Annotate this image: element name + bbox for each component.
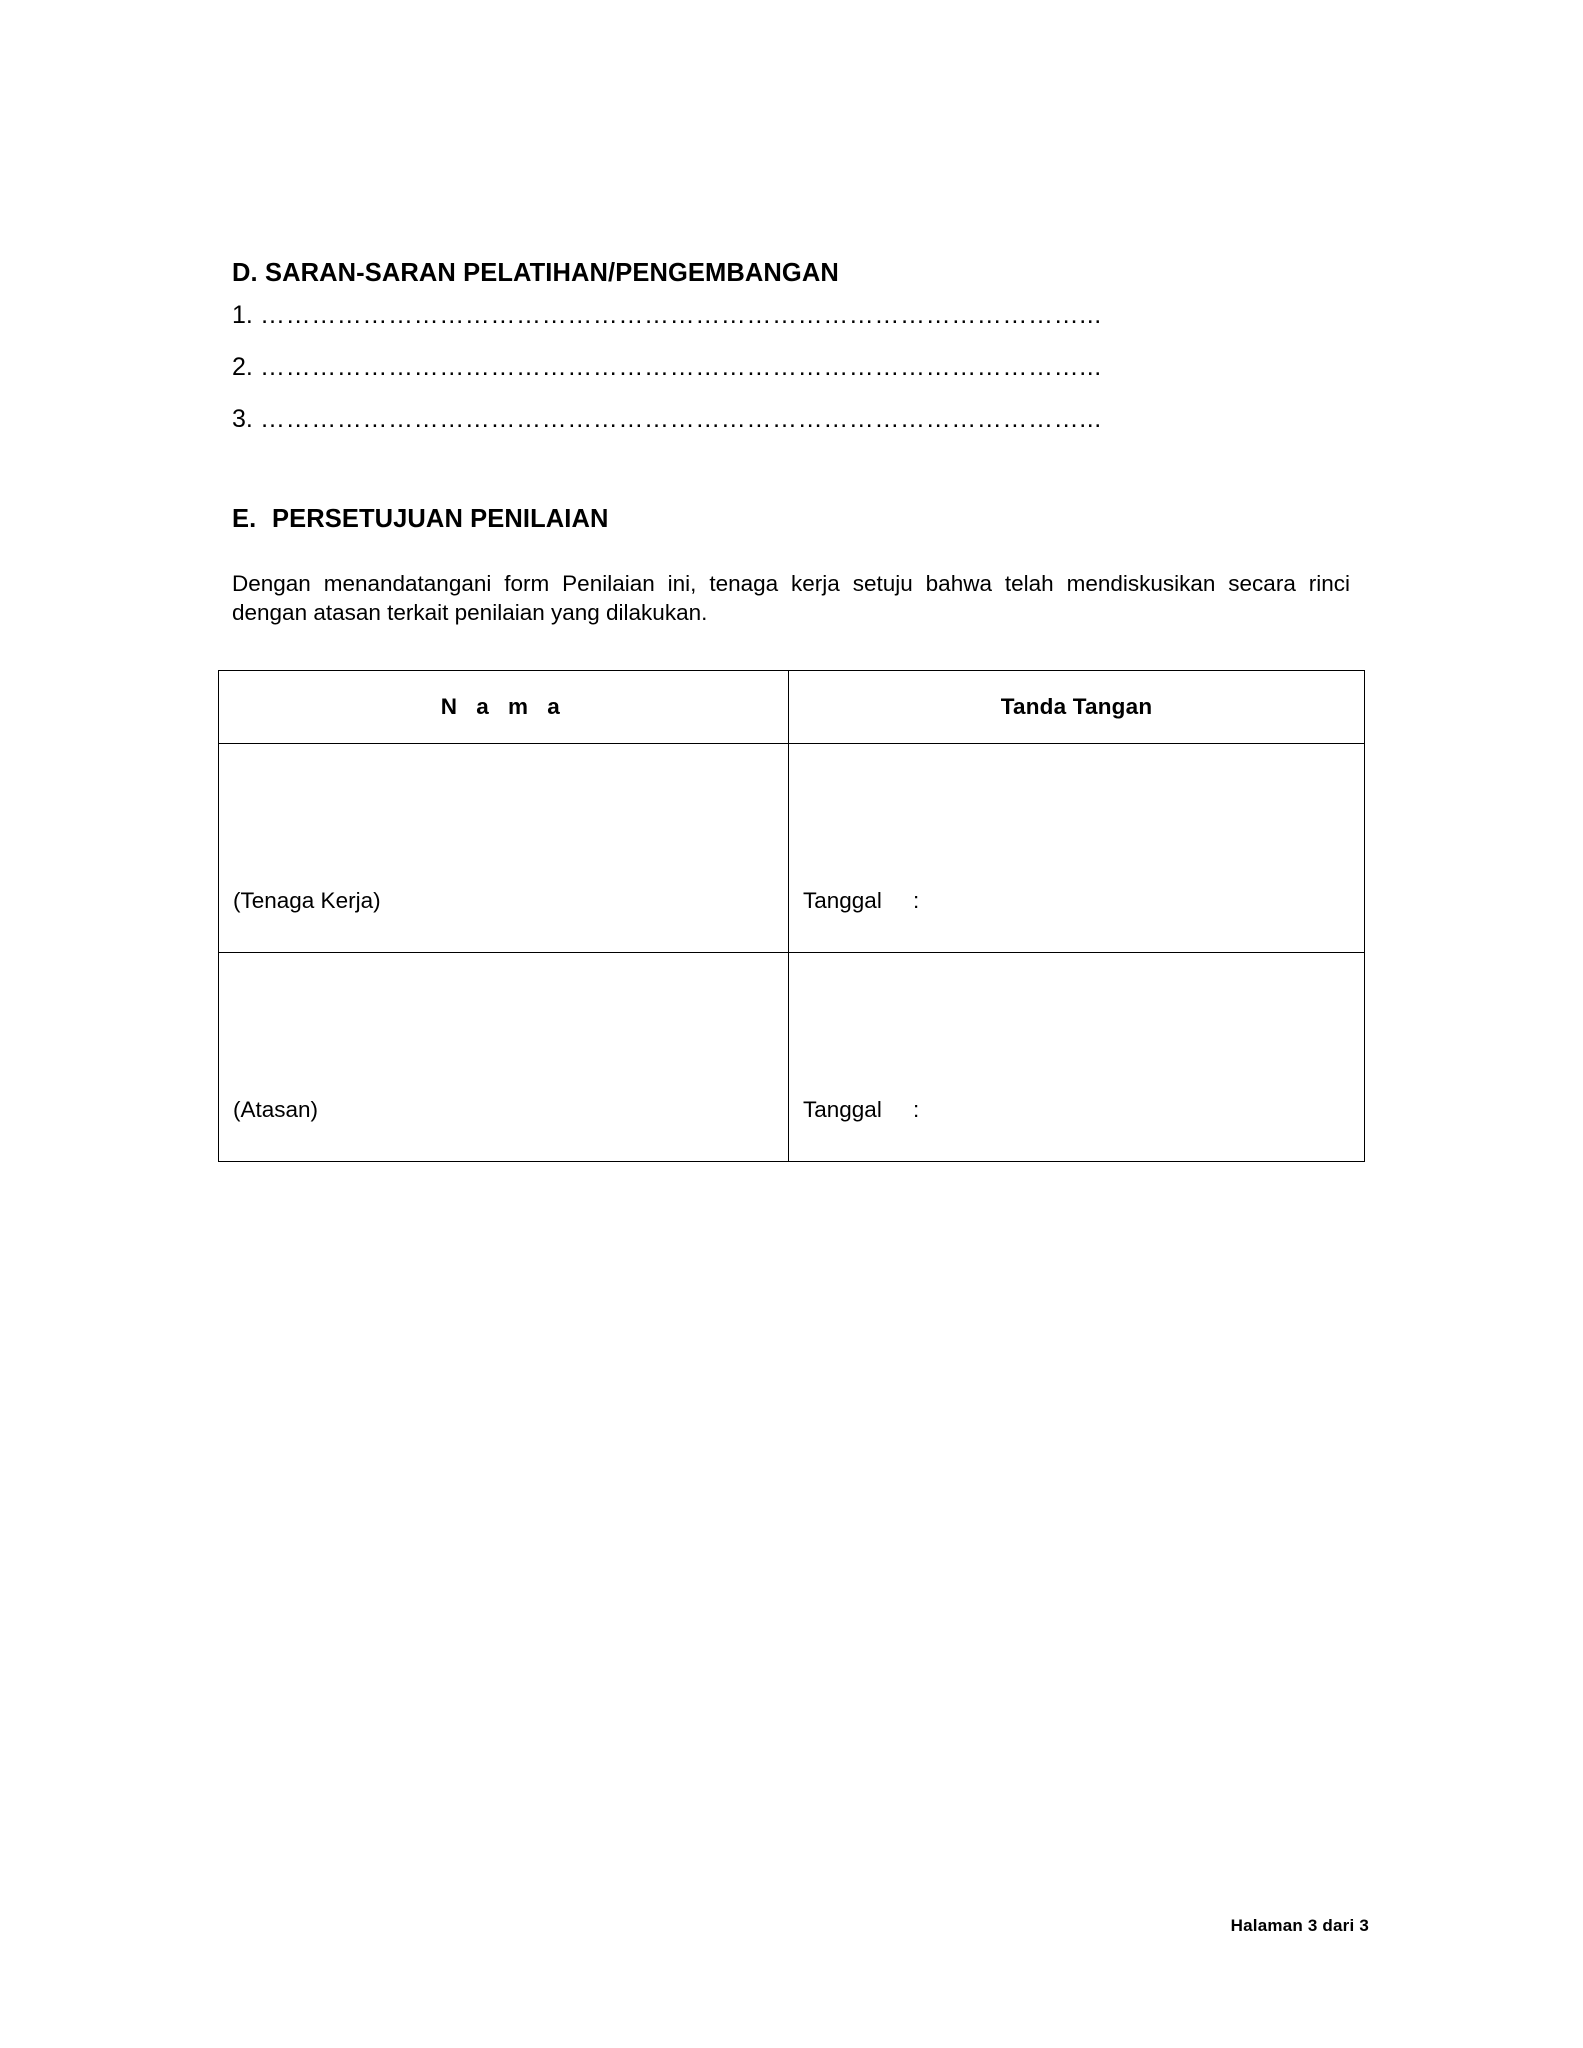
column-header-nama: [219, 671, 789, 744]
signature-name-label-worker: (Tenaga Kerja): [233, 888, 381, 913]
date-field-worker[interactable]: [803, 888, 919, 914]
signature-cell-worker[interactable]: [789, 744, 1365, 953]
table-row: [219, 953, 1365, 1162]
signature-name-label-supervisor: (Atasan): [233, 1097, 319, 1122]
date-field-supervisor[interactable]: [803, 1097, 919, 1123]
list-item: [232, 407, 1352, 459]
section-d-heading: [232, 258, 1352, 289]
signature-name-area-supervisor[interactable]: [219, 953, 788, 1161]
list-item: [232, 303, 1352, 355]
section-e-title: PERSETUJUAN PENILAIAN: [272, 505, 609, 533]
section-e: [232, 505, 1367, 628]
signature-name-area-worker[interactable]: [219, 744, 788, 952]
list-item-number: 2.: [232, 355, 253, 382]
date-label-supervisor: Tanggal: [803, 1097, 882, 1122]
signature-area-supervisor[interactable]: [789, 953, 1364, 1161]
date-separator-supervisor: :: [913, 1097, 920, 1122]
list-item-number: 1.: [232, 303, 253, 330]
signature-name-cell-worker[interactable]: [219, 744, 789, 953]
page-footer: Halaman 3 dari 3: [1230, 1916, 1369, 1935]
list-item-dotted-line[interactable]: ……………………………………………………………………………………...: [260, 303, 1102, 329]
signature-area-worker[interactable]: [789, 744, 1364, 952]
section-e-letter: E.: [232, 505, 257, 533]
column-header-nama-label: N a m a: [440, 694, 567, 719]
list-item-number: 3.: [232, 407, 253, 434]
list-item-dotted-line[interactable]: ……………………………………………………………………………………...: [260, 407, 1102, 433]
section-d-letter: D.: [232, 259, 258, 287]
date-label-worker: Tanggal: [803, 888, 882, 913]
date-separator-worker: :: [913, 888, 920, 913]
signature-table: [218, 670, 1365, 1162]
section-e-heading: [232, 505, 1367, 534]
table-row: [219, 744, 1365, 953]
list-item: [232, 355, 1352, 407]
list-item-dotted-line[interactable]: ……………………………………………………………………………………...: [260, 355, 1102, 381]
section-d-item-list: [232, 303, 1352, 459]
column-header-tanda-tangan-label: Tanda Tangan: [1000, 694, 1153, 719]
section-d: [232, 258, 1352, 459]
column-header-tanda-tangan: [789, 671, 1365, 744]
section-d-title: SARAN-SARAN PELATIHAN/PENGEMBANGAN: [265, 259, 839, 287]
signature-name-cell-supervisor[interactable]: [219, 953, 789, 1162]
signature-cell-supervisor[interactable]: [789, 953, 1365, 1162]
table-header-row: [219, 671, 1365, 744]
section-e-paragraph: Dengan menandatangani form Penilaian ini, tenaga kerja setuju bahwa telah mendiskusikan secara rinci dengan atasan terkait penilaian yang dilakukan.: [232, 571, 1350, 626]
